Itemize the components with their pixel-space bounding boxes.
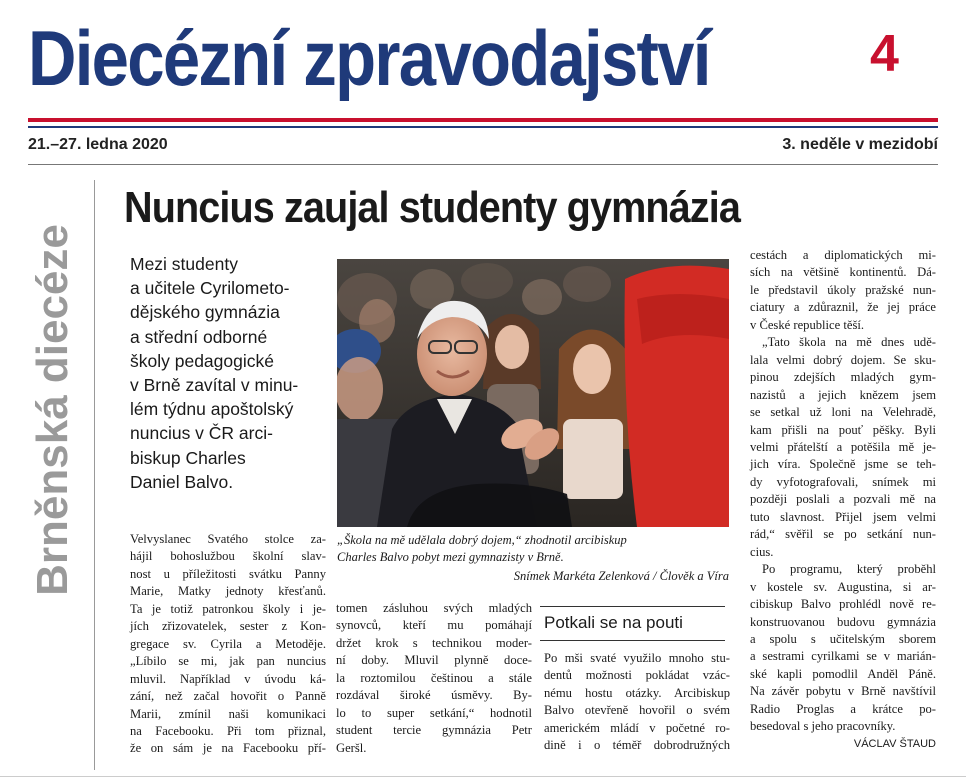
section-divider [94,180,95,770]
text-line: lala velmi dobrý dojem. Se sku- [750,352,936,367]
text-line: synovců, kteří mu pomáhají [336,618,532,633]
article-column-4 [750,247,936,753]
author-signature: VÁCLAV ŠTAUD [853,737,936,750]
text-line: jích zřizovatelek, sester z Kon- [130,619,326,634]
perex-line: nuncius v ČR arci- [130,423,273,444]
text-line: lo to super setkání,“ hodnotil [336,705,532,720]
text-line: kam přišli na pouť pěšky. Byli [750,422,936,437]
text-line: Radio Proglas a krátce po- [750,701,936,716]
article-column-2 [336,600,532,757]
perex-line: v Brně zavítal v minu- [130,375,299,396]
section-label-text: Brněnská diecéze [28,224,77,596]
text-line: na Facebooku. Při tom přiznal, [130,723,326,738]
text-line: v České republice těší. [750,317,865,332]
text-line: Ta je totiž patronkou školy i je- [130,601,326,616]
text-line: gregace sv. Cyrila a Metoděje. [130,636,326,651]
text-line: tomen zásluhou svých mladých [336,601,532,615]
perex-line: a střední odborné [130,326,268,347]
text-line: nému hostu otázky. Arcibiskup [544,685,730,700]
text-line: Velvyslanec Svatého stolce za- [130,532,326,546]
text-line: ciatury a zdůraznil, že jej práce [750,300,936,315]
text-line: tuto slavnost. Přijel jsem velmi [750,509,936,524]
article-headline: Nuncius zaujal studenty gymnázia [124,183,740,232]
liturgical-sunday: 3. neděle v mezidobí [782,136,938,153]
text-line: „Tato škola na mě dnes udě- [762,335,936,350]
masthead-title: Diecézní zpravodajství [28,14,710,102]
text-line: cibiskup Balvo prohlédl nově re- [750,597,936,612]
text-line: pinou zdejších mladých gym- [750,370,936,385]
text-line: jich víra. Společně jsme se teh- [750,457,936,472]
text-line: nazistů a jejich knězem jsem [750,387,936,402]
perex-line: a učitele Cyrilometo- [130,278,290,299]
masthead-blue-rule [28,126,938,128]
article-column-1 [130,531,326,758]
text-line: se setkal už loni na Velehradě, [750,405,936,420]
text-line: student tercie gymnázia Petr [336,723,532,738]
text-line: Po mši svaté využilo mnoho stu- [544,651,730,665]
text-line: že on sám je na Facebooku pří- [130,741,326,756]
text-line: sích na většině kontinentů. Dá- [750,265,936,280]
text-line: dentů možnosti pokládat vzác- [544,668,730,683]
text-line: Marii, zmínil naši komunikaci [130,706,326,721]
text-line: a spolu s učitelským sborem [750,631,936,646]
text-line: hájil bohoslužbou školní slav- [130,549,326,564]
box-text [544,650,730,755]
text-line: mluvil. Například v úvodu ká- [130,671,326,686]
text-line: rád,“ svěřil se po setkání nun- [750,527,936,542]
page-number: 4 [870,25,899,83]
perex-line: Daniel Balvo. [130,471,234,492]
text-line: Balvo otevřeně hovořil o svém [544,703,730,718]
text-line: dině i o téměř dobrodružných [544,738,730,753]
photo-credit: Snímek Markéta Zelenková / Člověk a Víra [513,569,729,583]
text-line: ní doby. Mluvil plynně doce- [336,653,532,668]
text-line: ské kapli pomodlil Anděl Páně. [750,666,936,681]
text-line: „Líbilo se mi, jak pan nuncius [130,654,326,669]
text-line: později poslali a pozvali mě na [750,492,936,507]
perex-line: školy pedagogické [130,350,274,371]
photo-illustration [337,259,729,527]
issue-dates: 21.–27. ledna 2020 [28,136,168,153]
text-line: Na závěr pobytu v Brně navštívil [750,684,936,699]
text-line: a sestrami cyrilkami se v marián- [750,649,936,664]
dateline-rule [28,164,938,165]
section-label [22,185,84,635]
photo-caption [337,532,729,566]
box-top-rule [540,606,725,607]
text-line: americkém mládí v početné ro- [544,720,730,735]
text-line: zání, než začal hovořit o Panně [130,689,326,704]
perex-line: biskup Charles [130,447,246,468]
perex-line: Mezi studenty [130,254,238,274]
text-line: nost u příležitosti svátku Panny [130,566,326,581]
text-line: le představil úkoly pražské nun- [750,282,936,297]
perex-line: lém týdnu apoštolský [130,399,294,420]
text-line: Po programu, který proběhl [762,562,936,577]
article-perex [130,252,330,494]
masthead-red-rule [28,118,938,122]
text-line: rozdával široké úsměvy. By- [336,688,532,703]
text-line: velmi přátelští a potěšila mě je- [750,439,936,454]
text-line: Geršl. [336,740,367,755]
text-line: la roztomilou češtinou a stále [336,670,532,685]
text-line: cius. [750,544,774,559]
box-title: Potkali se na pouti [544,613,683,632]
text-line: konstruovanou budovu gymnázia [750,614,936,629]
text-line: cestách a diplomatických mi- [750,248,936,262]
text-line: dy vyfotografovali, snímek mi [750,474,936,489]
article-photo [337,259,729,527]
perex-line: dějského gymnázia [130,302,280,323]
text-line: Marie, Matky jednoty křesťanů. [130,584,326,599]
text-line: besedoval s jeho pracovníky. [750,719,896,734]
box-title-rule [540,640,725,641]
caption-line: „Škola na mě udělala dobrý dojem,“ zhodnotil arcibiskup [337,533,627,547]
caption-line: Charles Balvo pobyt mezi gymnazisty v Brně. [337,550,564,564]
text-line: v kostele sv. Augustina, si ar- [750,579,936,594]
bottom-rule [0,776,966,777]
text-line: držet krok s technikou moder- [336,635,532,650]
